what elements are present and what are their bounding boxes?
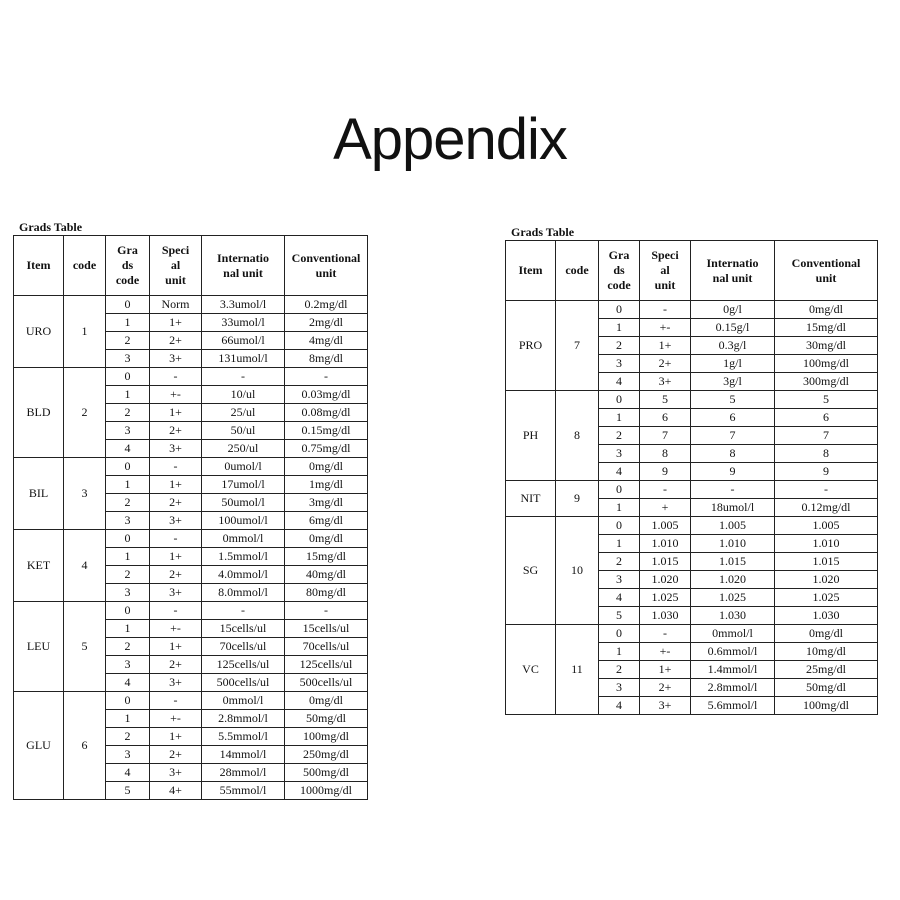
- cell-special-unit: 1+: [640, 661, 691, 679]
- cell-grads-code: 1: [599, 535, 640, 553]
- cell-international-unit: 66umol/l: [202, 332, 285, 350]
- cell-item: GLU: [14, 692, 64, 800]
- cell-international-unit: 10/ul: [202, 386, 285, 404]
- cell-international-unit: 0.3g/l: [691, 337, 775, 355]
- header-special-unit: Speci al unit: [150, 236, 202, 296]
- cell-special-unit: -: [640, 301, 691, 319]
- cell-special-unit: +-: [640, 319, 691, 337]
- table-row: [14, 692, 368, 710]
- cell-special-unit: 4+: [150, 782, 202, 800]
- cell-international-unit: 15cells/ul: [202, 620, 285, 638]
- cell-conventional-unit: 25mg/dl: [775, 661, 878, 679]
- cell-code: 9: [556, 481, 599, 517]
- cell-international-unit: 1.030: [691, 607, 775, 625]
- item-group-glu: [14, 692, 368, 800]
- cell-grads-code: 1: [106, 710, 150, 728]
- cell-special-unit: +-: [150, 386, 202, 404]
- cell-international-unit: 3.3umol/l: [202, 296, 285, 314]
- cell-special-unit: +-: [150, 620, 202, 638]
- cell-special-unit: 1+: [150, 314, 202, 332]
- cell-special-unit: -: [640, 625, 691, 643]
- cell-conventional-unit: 1.030: [775, 607, 878, 625]
- table-row: [506, 517, 878, 535]
- cell-item: LEU: [14, 602, 64, 692]
- cell-international-unit: 0mmol/l: [202, 692, 285, 710]
- cell-international-unit: 1.020: [691, 571, 775, 589]
- cell-international-unit: 70cells/ul: [202, 638, 285, 656]
- cell-international-unit: 17umol/l: [202, 476, 285, 494]
- cell-conventional-unit: 3mg/dl: [285, 494, 368, 512]
- cell-conventional-unit: 0.08mg/dl: [285, 404, 368, 422]
- cell-special-unit: 1.025: [640, 589, 691, 607]
- cell-grads-code: 2: [106, 566, 150, 584]
- cell-special-unit: 7: [640, 427, 691, 445]
- cell-international-unit: 1.015: [691, 553, 775, 571]
- item-group-nit: [506, 481, 878, 517]
- cell-international-unit: 9: [691, 463, 775, 481]
- cell-grads-code: 3: [106, 656, 150, 674]
- cell-international-unit: 2.8mmol/l: [202, 710, 285, 728]
- item-group-pro: [506, 301, 878, 391]
- cell-international-unit: 8: [691, 445, 775, 463]
- table-row: [14, 368, 368, 386]
- table-row: [14, 296, 368, 314]
- cell-conventional-unit: 80mg/dl: [285, 584, 368, 602]
- cell-international-unit: 25/ul: [202, 404, 285, 422]
- cell-special-unit: 9: [640, 463, 691, 481]
- cell-conventional-unit: 0.2mg/dl: [285, 296, 368, 314]
- cell-international-unit: 1.005: [691, 517, 775, 535]
- page-title: Appendix: [333, 107, 567, 172]
- cell-special-unit: 3+: [150, 584, 202, 602]
- cell-grads-code: 0: [106, 692, 150, 710]
- cell-special-unit: +: [640, 499, 691, 517]
- item-group-ket: [14, 530, 368, 602]
- cell-conventional-unit: 300mg/dl: [775, 373, 878, 391]
- item-group-bld: [14, 368, 368, 458]
- cell-grads-code: 0: [106, 368, 150, 386]
- grads-table-left: [13, 235, 368, 800]
- cell-special-unit: -: [150, 602, 202, 620]
- cell-item: PH: [506, 391, 556, 481]
- cell-conventional-unit: 70cells/ul: [285, 638, 368, 656]
- cell-special-unit: 1.015: [640, 553, 691, 571]
- cell-grads-code: 2: [106, 404, 150, 422]
- cell-conventional-unit: 30mg/dl: [775, 337, 878, 355]
- cell-grads-code: 4: [106, 764, 150, 782]
- cell-grads-code: 4: [599, 697, 640, 715]
- cell-item: URO: [14, 296, 64, 368]
- cell-international-unit: 55mmol/l: [202, 782, 285, 800]
- header-code: code: [556, 241, 599, 301]
- cell-grads-code: 2: [599, 553, 640, 571]
- cell-international-unit: 50umol/l: [202, 494, 285, 512]
- cell-conventional-unit: 15cells/ul: [285, 620, 368, 638]
- header-item: Item: [14, 236, 64, 296]
- cell-special-unit: 1+: [150, 638, 202, 656]
- cell-conventional-unit: 500cells/ul: [285, 674, 368, 692]
- cell-international-unit: -: [691, 481, 775, 499]
- cell-code: 5: [64, 602, 106, 692]
- cell-conventional-unit: 100mg/dl: [285, 728, 368, 746]
- cell-special-unit: 1.030: [640, 607, 691, 625]
- cell-conventional-unit: 15mg/dl: [285, 548, 368, 566]
- cell-item: BLD: [14, 368, 64, 458]
- cell-grads-code: 4: [599, 463, 640, 481]
- cell-grads-code: 0: [106, 296, 150, 314]
- cell-grads-code: 3: [106, 746, 150, 764]
- cell-conventional-unit: -: [285, 368, 368, 386]
- cell-code: 6: [64, 692, 106, 800]
- cell-international-unit: 14mmol/l: [202, 746, 285, 764]
- cell-conventional-unit: 4mg/dl: [285, 332, 368, 350]
- cell-conventional-unit: 8: [775, 445, 878, 463]
- cell-international-unit: 0umol/l: [202, 458, 285, 476]
- cell-special-unit: 1+: [150, 476, 202, 494]
- cell-item: BIL: [14, 458, 64, 530]
- cell-grads-code: 4: [599, 373, 640, 391]
- cell-international-unit: 0.6mmol/l: [691, 643, 775, 661]
- header-international-unit: Internatio nal unit: [202, 236, 285, 296]
- cell-grads-code: 3: [599, 445, 640, 463]
- cell-conventional-unit: 9: [775, 463, 878, 481]
- cell-special-unit: 8: [640, 445, 691, 463]
- cell-grads-code: 5: [599, 607, 640, 625]
- header-conventional-unit: Conventional unit: [285, 236, 368, 296]
- cell-conventional-unit: 1.025: [775, 589, 878, 607]
- cell-grads-code: 0: [106, 458, 150, 476]
- cell-grads-code: 3: [106, 584, 150, 602]
- table-row: [506, 625, 878, 643]
- cell-international-unit: 500cells/ul: [202, 674, 285, 692]
- cell-conventional-unit: 125cells/ul: [285, 656, 368, 674]
- cell-special-unit: 2+: [640, 355, 691, 373]
- cell-grads-code: 2: [599, 427, 640, 445]
- cell-grads-code: 4: [106, 440, 150, 458]
- cell-conventional-unit: 100mg/dl: [775, 697, 878, 715]
- cell-grads-code: 1: [106, 620, 150, 638]
- cell-international-unit: 0.15g/l: [691, 319, 775, 337]
- header-row: [14, 236, 368, 296]
- cell-code: 2: [64, 368, 106, 458]
- cell-code: 7: [556, 301, 599, 391]
- cell-grads-code: 2: [599, 337, 640, 355]
- cell-code: 8: [556, 391, 599, 481]
- cell-grads-code: 0: [599, 391, 640, 409]
- header-conventional-unit: Conventional unit: [775, 241, 878, 301]
- cell-special-unit: 1.010: [640, 535, 691, 553]
- cell-grads-code: 0: [599, 481, 640, 499]
- cell-international-unit: 6: [691, 409, 775, 427]
- cell-grads-code: 2: [106, 728, 150, 746]
- cell-special-unit: 3+: [150, 674, 202, 692]
- left-grads-table-block: [13, 220, 368, 800]
- cell-special-unit: 6: [640, 409, 691, 427]
- cell-special-unit: 3+: [150, 512, 202, 530]
- cell-conventional-unit: 2mg/dl: [285, 314, 368, 332]
- cell-international-unit: 0g/l: [691, 301, 775, 319]
- cell-special-unit: -: [640, 481, 691, 499]
- cell-special-unit: -: [150, 530, 202, 548]
- cell-special-unit: 2+: [150, 494, 202, 512]
- cell-conventional-unit: -: [285, 602, 368, 620]
- cell-international-unit: 250/ul: [202, 440, 285, 458]
- cell-code: 11: [556, 625, 599, 715]
- cell-item: VC: [506, 625, 556, 715]
- cell-special-unit: 3+: [150, 764, 202, 782]
- cell-international-unit: 8.0mmol/l: [202, 584, 285, 602]
- cell-special-unit: 2+: [150, 422, 202, 440]
- cell-conventional-unit: 0mg/dl: [775, 301, 878, 319]
- table-caption: Grads Table: [19, 220, 83, 234]
- cell-special-unit: 2+: [640, 679, 691, 697]
- cell-special-unit: 1+: [150, 548, 202, 566]
- header-international-unit: Internatio nal unit: [691, 241, 775, 301]
- cell-conventional-unit: 250mg/dl: [285, 746, 368, 764]
- cell-grads-code: 1: [106, 548, 150, 566]
- cell-conventional-unit: 40mg/dl: [285, 566, 368, 584]
- table-row: [506, 481, 878, 499]
- cell-conventional-unit: 1.010: [775, 535, 878, 553]
- cell-grads-code: 5: [106, 782, 150, 800]
- cell-grads-code: 4: [106, 674, 150, 692]
- cell-international-unit: 0mmol/l: [691, 625, 775, 643]
- cell-item: KET: [14, 530, 64, 602]
- cell-code: 1: [64, 296, 106, 368]
- cell-grads-code: 1: [599, 409, 640, 427]
- cell-international-unit: 1.010: [691, 535, 775, 553]
- cell-international-unit: 4.0mmol/l: [202, 566, 285, 584]
- table-row: [14, 602, 368, 620]
- cell-international-unit: 7: [691, 427, 775, 445]
- cell-special-unit: Norm: [150, 296, 202, 314]
- cell-grads-code: 3: [106, 350, 150, 368]
- cell-international-unit: 1.4mmol/l: [691, 661, 775, 679]
- cell-international-unit: 100umol/l: [202, 512, 285, 530]
- item-group-sg: [506, 517, 878, 625]
- cell-special-unit: 1+: [640, 337, 691, 355]
- table-row: [14, 458, 368, 476]
- cell-conventional-unit: 1000mg/dl: [285, 782, 368, 800]
- cell-grads-code: 1: [106, 314, 150, 332]
- cell-conventional-unit: 500mg/dl: [285, 764, 368, 782]
- cell-special-unit: -: [150, 368, 202, 386]
- cell-grads-code: 1: [106, 386, 150, 404]
- cell-item: SG: [506, 517, 556, 625]
- cell-conventional-unit: 15mg/dl: [775, 319, 878, 337]
- cell-grads-code: 0: [599, 301, 640, 319]
- cell-conventional-unit: 50mg/dl: [285, 710, 368, 728]
- cell-conventional-unit: 0.03mg/dl: [285, 386, 368, 404]
- cell-grads-code: 4: [599, 589, 640, 607]
- cell-conventional-unit: 0.15mg/dl: [285, 422, 368, 440]
- cell-grads-code: 1: [106, 476, 150, 494]
- cell-international-unit: 33umol/l: [202, 314, 285, 332]
- right-grads-table-block: [505, 225, 878, 715]
- item-group-leu: [14, 602, 368, 692]
- cell-special-unit: 2+: [150, 566, 202, 584]
- cell-code: 10: [556, 517, 599, 625]
- cell-conventional-unit: -: [775, 481, 878, 499]
- table-caption: Grads Table: [511, 225, 575, 239]
- cell-special-unit: 3+: [150, 440, 202, 458]
- cell-special-unit: 1+: [150, 728, 202, 746]
- cell-international-unit: 125cells/ul: [202, 656, 285, 674]
- cell-conventional-unit: 6mg/dl: [285, 512, 368, 530]
- header-special-unit: Speci al unit: [640, 241, 691, 301]
- header-item: Item: [506, 241, 556, 301]
- cell-special-unit: 2+: [150, 656, 202, 674]
- cell-international-unit: 3g/l: [691, 373, 775, 391]
- cell-special-unit: +-: [640, 643, 691, 661]
- cell-special-unit: 1.005: [640, 517, 691, 535]
- cell-grads-code: 3: [106, 512, 150, 530]
- cell-item: PRO: [506, 301, 556, 391]
- cell-grads-code: 3: [599, 679, 640, 697]
- cell-international-unit: 131umol/l: [202, 350, 285, 368]
- table-row: [506, 391, 878, 409]
- cell-international-unit: 0mmol/l: [202, 530, 285, 548]
- cell-special-unit: 3+: [150, 350, 202, 368]
- item-group-vc: [506, 625, 878, 715]
- cell-grads-code: 2: [599, 661, 640, 679]
- cell-grads-code: 1: [599, 499, 640, 517]
- header-grads-code: Gra ds code: [106, 236, 150, 296]
- cell-grads-code: 2: [106, 494, 150, 512]
- cell-international-unit: 18umol/l: [691, 499, 775, 517]
- cell-item: NIT: [506, 481, 556, 517]
- cell-international-unit: 1g/l: [691, 355, 775, 373]
- cell-international-unit: -: [202, 602, 285, 620]
- cell-special-unit: 1.020: [640, 571, 691, 589]
- cell-grads-code: 3: [599, 571, 640, 589]
- cell-grads-code: 1: [599, 319, 640, 337]
- item-group-uro: [14, 296, 368, 368]
- cell-international-unit: -: [202, 368, 285, 386]
- cell-conventional-unit: 10mg/dl: [775, 643, 878, 661]
- cell-special-unit: -: [150, 692, 202, 710]
- cell-conventional-unit: 0mg/dl: [285, 530, 368, 548]
- cell-conventional-unit: 1.005: [775, 517, 878, 535]
- cell-conventional-unit: 6: [775, 409, 878, 427]
- cell-special-unit: 2+: [150, 332, 202, 350]
- cell-code: 3: [64, 458, 106, 530]
- cell-international-unit: 5.6mmol/l: [691, 697, 775, 715]
- cell-conventional-unit: 5: [775, 391, 878, 409]
- header-row: [506, 241, 878, 301]
- cell-conventional-unit: 8mg/dl: [285, 350, 368, 368]
- cell-code: 4: [64, 530, 106, 602]
- header-code: code: [64, 236, 106, 296]
- cell-international-unit: 28mmol/l: [202, 764, 285, 782]
- grads-table-right: [505, 240, 878, 715]
- cell-special-unit: 3+: [640, 373, 691, 391]
- cell-conventional-unit: 0mg/dl: [285, 458, 368, 476]
- item-group-ph: [506, 391, 878, 481]
- cell-international-unit: 5: [691, 391, 775, 409]
- cell-conventional-unit: 100mg/dl: [775, 355, 878, 373]
- cell-special-unit: -: [150, 458, 202, 476]
- cell-international-unit: 2.8mmol/l: [691, 679, 775, 697]
- cell-grads-code: 0: [106, 602, 150, 620]
- cell-conventional-unit: 1mg/dl: [285, 476, 368, 494]
- cell-international-unit: 1.025: [691, 589, 775, 607]
- cell-conventional-unit: 0.12mg/dl: [775, 499, 878, 517]
- cell-grads-code: 0: [106, 530, 150, 548]
- cell-conventional-unit: 0mg/dl: [285, 692, 368, 710]
- cell-grads-code: 1: [599, 643, 640, 661]
- cell-conventional-unit: 1.020: [775, 571, 878, 589]
- cell-special-unit: 2+: [150, 746, 202, 764]
- cell-grads-code: 0: [599, 625, 640, 643]
- cell-international-unit: 5.5mmol/l: [202, 728, 285, 746]
- header-grads-code: Gra ds code: [599, 241, 640, 301]
- cell-international-unit: 50/ul: [202, 422, 285, 440]
- item-group-bil: [14, 458, 368, 530]
- cell-grads-code: 2: [106, 332, 150, 350]
- cell-special-unit: 1+: [150, 404, 202, 422]
- cell-conventional-unit: 50mg/dl: [775, 679, 878, 697]
- cell-grads-code: 3: [106, 422, 150, 440]
- cell-conventional-unit: 0.75mg/dl: [285, 440, 368, 458]
- cell-special-unit: +-: [150, 710, 202, 728]
- cell-special-unit: 3+: [640, 697, 691, 715]
- cell-special-unit: 5: [640, 391, 691, 409]
- cell-grads-code: 0: [599, 517, 640, 535]
- cell-conventional-unit: 0mg/dl: [775, 625, 878, 643]
- cell-conventional-unit: 7: [775, 427, 878, 445]
- table-row: [506, 301, 878, 319]
- cell-international-unit: 1.5mmol/l: [202, 548, 285, 566]
- cell-conventional-unit: 1.015: [775, 553, 878, 571]
- cell-grads-code: 2: [106, 638, 150, 656]
- cell-grads-code: 3: [599, 355, 640, 373]
- table-row: [14, 530, 368, 548]
